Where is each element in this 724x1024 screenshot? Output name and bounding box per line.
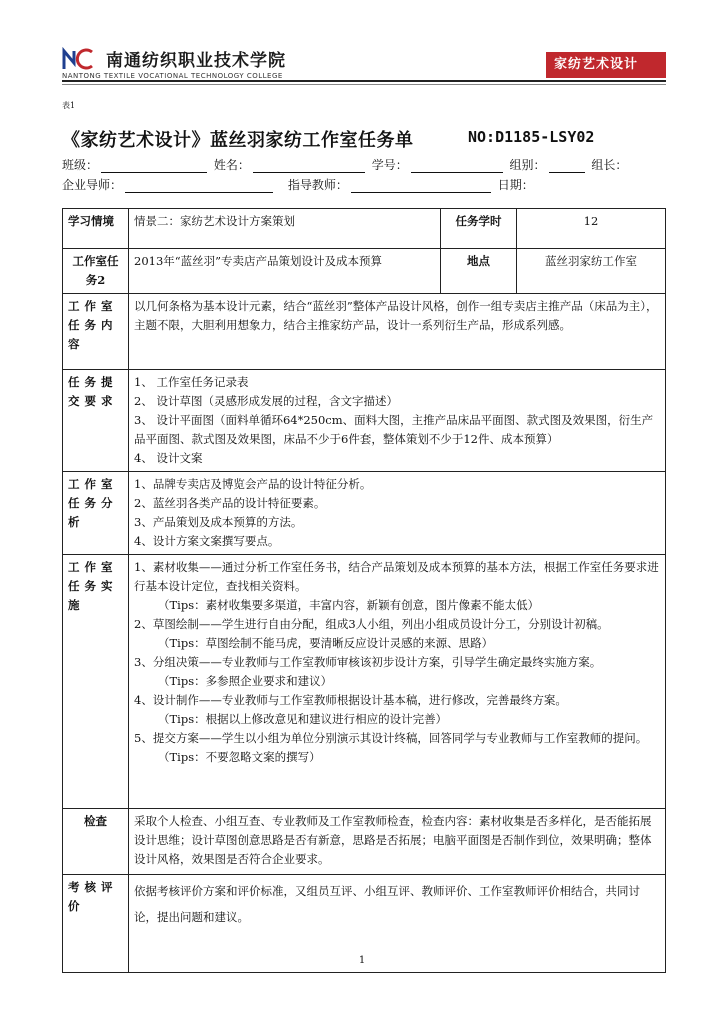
table-label: 表1 [62,101,76,110]
student-fields-row [62,156,627,173]
header-divider [62,80,666,82]
step-text: 1、素材收集——通过分析工作室任务书，结合产品策划及成本预算的基本方法，根据工作室任务要求进行基本设计定位，查找相关资料。 [134,560,659,593]
row-label: 工作室任务内容 [63,294,129,370]
implementation-cell [129,555,666,809]
student-id-label: 学号： [371,158,408,172]
school-name: 南通纺织职业技术学院 [106,51,286,71]
class-field[interactable] [101,159,207,173]
tip-text: （Tips：草图绘制不能马虎，要清晰反应设计灵感的来源、思路） [158,636,494,650]
teacher-label: 指导教师： [287,178,348,192]
page-header [62,44,666,84]
row-label: 检查 [63,809,129,875]
step-text: 5、提交方案——学生以小组为单位分别演示其设计终稿，回答同学与专业教师与工作室教师的提问。 [134,731,648,745]
name-label: 姓名： [213,158,250,172]
header-divider-thin [62,84,666,85]
table-row [63,555,666,809]
document-title: 《家纺艺术设计》蓝丝羽家纺工作室任务单 [62,130,414,151]
mentor-field[interactable] [125,179,273,193]
table-row [63,809,666,875]
task-table [62,208,666,973]
step-text: 4、设计制作——专业教师与工作室教师根据设计基本稿，进行修改，完善最终方案。 [134,693,567,707]
list-item: 1、 工作室任务记录表 [134,375,249,389]
list-item: 3、 设计平面图（面料单循环64*250cm、面料大图，主推产品床品平面图、款式图及效果图，衍生产品平面图、款式图及效果图，床品不少于6件套，整体策划不少于12件、成本预算） [134,413,654,446]
group-field[interactable] [549,159,585,173]
list-item: 3、产品策划及成本预算的方法。 [134,515,303,529]
hours-label: 任务学时 [441,209,517,249]
leader-label: 组长： [591,158,628,172]
school-name-english: NANTONG TEXTILE VOCATIONAL TECHNOLOGY COLLEGE [62,72,283,80]
school-logo-icon [62,47,104,71]
task-cell: 2013年“蓝丝羽”专卖店产品策划设计及成本预算 [129,249,441,294]
table-row [63,249,666,294]
teacher-fields-row [62,176,534,193]
place-label: 地点 [441,249,517,294]
table-row [63,294,666,370]
group-label: 组别： [509,158,546,172]
scenario-cell: 情景二：家纺艺术设计方案策划 [129,209,441,249]
analysis-cell [129,472,666,555]
row-label: 工作室任务实施 [63,555,129,809]
list-item: 4、设计方案文案撰写要点。 [134,534,280,548]
step-text: 3、分组决策——专业教师与工作室教师审核该初步设计方案，引导学生确定最终实施方案。 [134,655,602,669]
table-row [63,370,666,472]
table-row [63,472,666,555]
document-number: NO:D1185-LSY02 [468,128,595,146]
assessment-cell: 依据考核评价方案和评价标准，又组员互评、小组互评、教师评价、工作室教师评价相结合，共同讨论，提出问题和建议。 [129,875,666,973]
tip-text: （Tips：多参照企业要求和建议） [158,674,333,688]
row-label: 工作室任务2 [63,249,129,294]
name-field[interactable] [253,159,365,173]
row-label: 学习情境 [63,209,129,249]
row-label: 任务提交要求 [63,370,129,472]
step-text: 2、草图绘制——学生进行自由分配，组成3人小组，列出小组成员设计分工，分别设计初稿。 [134,617,609,631]
list-item: 4、 设计文案 [134,451,203,465]
class-label: 班级： [62,158,99,172]
row-label: 考核评价 [63,875,129,973]
course-badge: 家纺艺术设计 [546,52,666,78]
tip-text: （Tips：根据以上修改意见和建议进行相应的设计完善） [158,712,448,726]
row-label: 工作室任务分析 [63,472,129,555]
task-content-cell: 以几何条格为基本设计元素，结合“蓝丝羽”整体产品设计风格，创作一组专卖店主推产品（床品为主），主题不限，大胆利用想象力，结合主推家纺产品，设计一系列衍生产品，形成系列感。 [129,294,666,370]
page-number: 1 [358,955,366,966]
table-row [63,209,666,249]
hours-value: 12 [517,209,666,249]
list-item: 2、蓝丝羽各类产品的设计特征要素。 [134,496,326,510]
submission-cell [129,370,666,472]
teacher-field[interactable] [351,179,491,193]
inspection-cell: 采取个人检查、小组互查、专业教师及工作室教师检查，检查内容：素材收集是否多样化，是否能拓展设计思维；设计草图创意思路是否有新意，思路是否拓展；电脑平面图是否制作到位，效果明确；整体设计风格，效果图是否符合企业要求。 [129,809,666,875]
mentor-label: 企业导师： [62,178,123,192]
tip-text: （Tips：素材收集要多渠道，丰富内容，新颖有创意，图片像素不能太低） [158,598,540,612]
list-item: 2、 设计草图（灵感形成发展的过程，含文字描述） [134,394,398,408]
place-value: 蓝丝羽家纺工作室 [517,249,666,294]
list-item: 1、品牌专卖店及博览会产品的设计特征分析。 [134,477,372,491]
student-id-field[interactable] [411,159,503,173]
date-label: 日期： [497,178,534,192]
tip-text: （Tips：不要忽略文案的撰写） [158,750,321,764]
